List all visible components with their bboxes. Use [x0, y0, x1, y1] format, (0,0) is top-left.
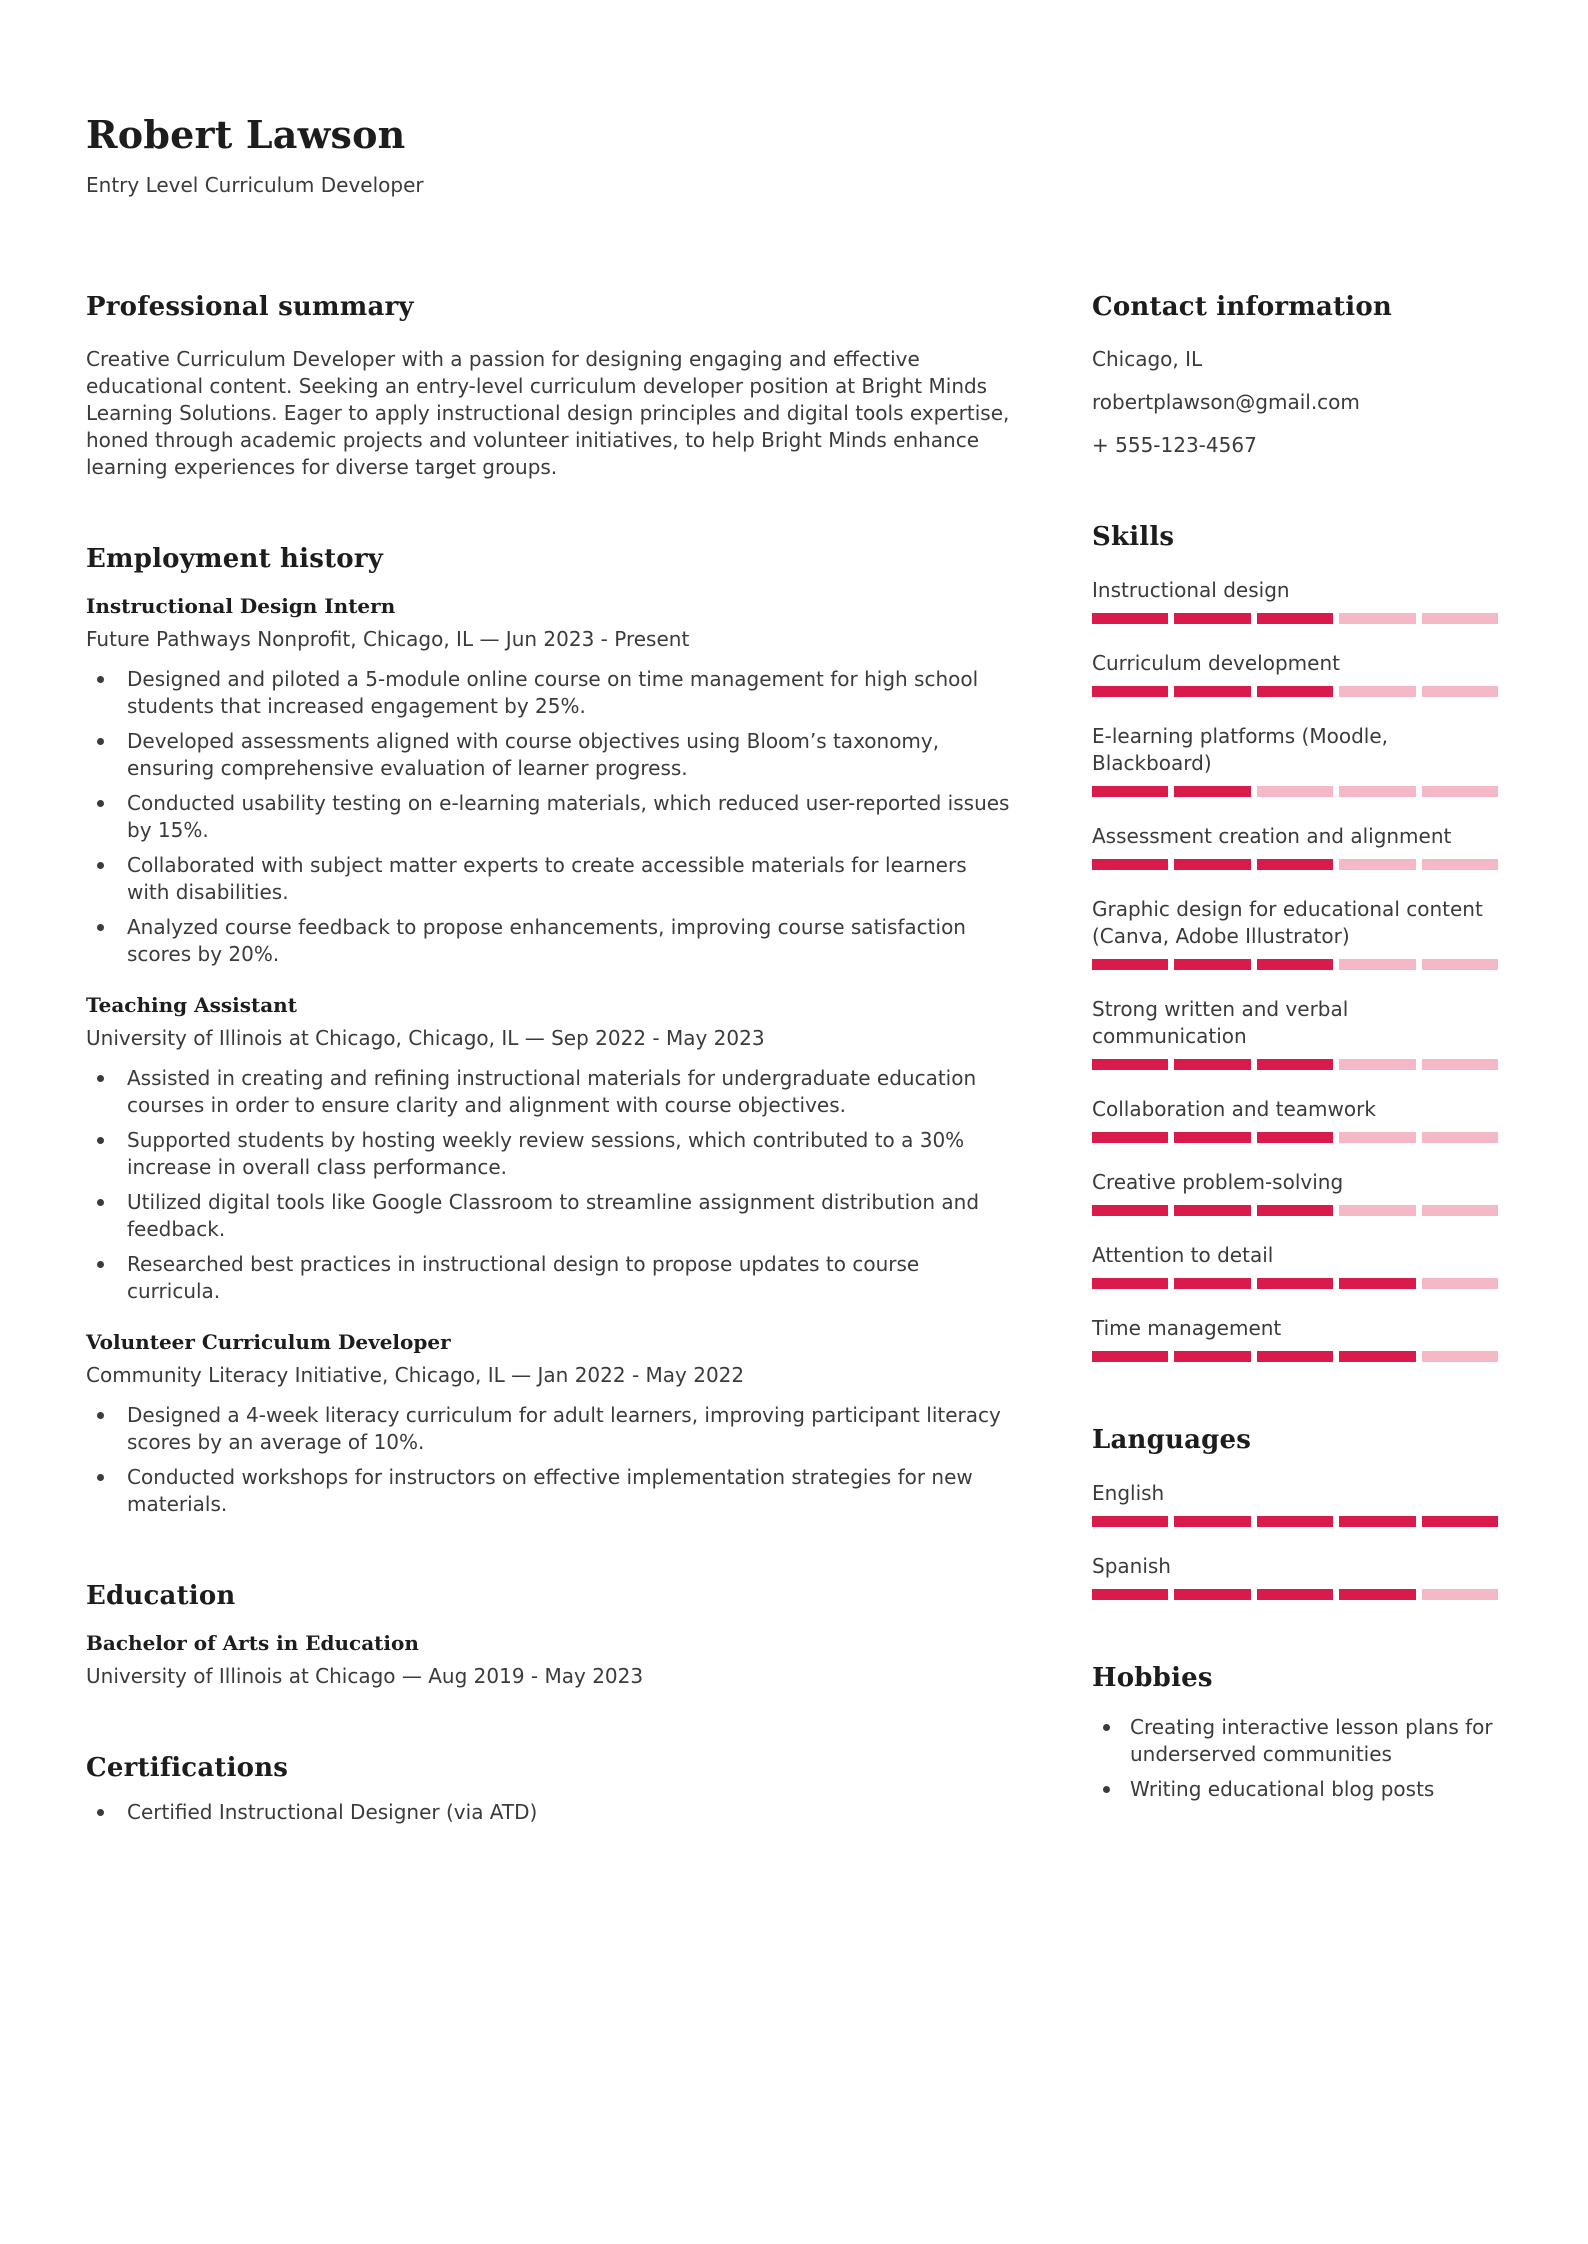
bar-segment	[1339, 1351, 1415, 1362]
job-bullet: Assisted in creating and refining instructional materials for undergraduate education courses in order to ensure clarity and alignment with course objectives.	[86, 1065, 1012, 1119]
bar-segment	[1174, 959, 1250, 970]
left-column	[86, 291, 1012, 1834]
contact-list	[1092, 346, 1498, 459]
bar-segment	[1422, 959, 1498, 970]
contact-item: Chicago, IL	[1092, 347, 1203, 372]
skill-item-level-bar	[1092, 686, 1498, 697]
right-column	[1092, 291, 1498, 1834]
bar-segment	[1174, 786, 1250, 797]
language-item	[1092, 1553, 1498, 1600]
bar-segment	[1174, 1351, 1250, 1362]
job-meta: Community Literacy Initiative, Chicago, IL — Jan 2022 - May 2022	[86, 1363, 745, 1388]
job-bullet: Collaborated with subject matter experts to create accessible materials for learners with disabilities.	[86, 852, 1012, 906]
bar-segment	[1257, 859, 1333, 870]
skill-item-level-bar	[1092, 1059, 1498, 1070]
skill-item-level-bar	[1092, 786, 1498, 797]
bar-segment	[1257, 1516, 1333, 1527]
bar-segment	[1257, 1589, 1333, 1600]
skill-item-label: Strong written and verbal communication	[1092, 997, 1349, 1049]
bar-segment	[1174, 859, 1250, 870]
skill-item-level-bar	[1092, 1278, 1498, 1289]
certification-list	[86, 1799, 1012, 1826]
section-employment-history	[86, 543, 1012, 1518]
contact-item: + 555-123-4567	[1092, 433, 1257, 458]
bar-segment	[1339, 686, 1415, 697]
bar-segment	[1422, 1132, 1498, 1143]
bar-segment	[1257, 1059, 1333, 1070]
education-meta: University of Illinois at Chicago — Aug 2019 - May 2023	[86, 1663, 644, 1688]
skill-item	[1092, 1169, 1498, 1216]
hobby-item: Writing educational blog posts	[1092, 1776, 1498, 1803]
job-list	[86, 593, 1012, 1518]
bar-segment	[1339, 1059, 1415, 1070]
job-entry	[86, 992, 1012, 1305]
language-item-level-bar	[1092, 1589, 1498, 1600]
bar-segment	[1174, 1516, 1250, 1527]
skill-item-label: Assessment creation and alignment	[1092, 824, 1452, 849]
job-title: Volunteer Curriculum Developer	[86, 1330, 451, 1355]
bar-segment	[1422, 1205, 1498, 1216]
job-bullet-list	[86, 1402, 1012, 1518]
bar-segment	[1092, 686, 1168, 697]
education-heading: Education	[86, 1581, 236, 1612]
skill-list	[1092, 577, 1498, 1362]
employment-history-heading: Employment history	[86, 544, 384, 575]
skill-item	[1092, 1096, 1498, 1143]
bar-segment	[1422, 1516, 1498, 1527]
skill-item	[1092, 723, 1498, 797]
job-bullet: Designed a 4-week literacy curriculum for adult learners, improving participant literacy scores by an average of 10%.	[86, 1402, 1012, 1456]
job-title: Teaching Assistant	[86, 993, 297, 1018]
skill-item-level-bar	[1092, 859, 1498, 870]
bar-segment	[1257, 613, 1333, 624]
degree-title: Bachelor of Arts in Education	[86, 1630, 419, 1655]
education-entry	[86, 1630, 1012, 1690]
bar-segment	[1092, 1516, 1168, 1527]
contact-item: robertplawson@gmail.com	[1092, 390, 1360, 415]
skill-item	[1092, 1315, 1498, 1362]
hobby-item: Creating interactive lesson plans for underserved communities	[1092, 1714, 1498, 1768]
bar-segment	[1257, 1205, 1333, 1216]
skill-item-level-bar	[1092, 959, 1498, 970]
bar-segment	[1339, 786, 1415, 797]
bar-segment	[1092, 859, 1168, 870]
job-bullet: Designed and piloted a 5-module online course on time management for high school students that increased engagement by 25%.	[86, 666, 1012, 720]
section-contact-information	[1092, 291, 1498, 460]
bar-segment	[1422, 786, 1498, 797]
skill-item-label: E-learning platforms (Moodle, Blackboard)	[1092, 724, 1389, 776]
bar-segment	[1092, 786, 1168, 797]
job-bullet: Researched best practices in instructional design to propose updates to course curricula.	[86, 1251, 1012, 1305]
job-bullet: Conducted usability testing on e-learning materials, which reduced user-reported issues by 15%.	[86, 790, 1012, 844]
skill-item-label: Attention to detail	[1092, 1243, 1274, 1268]
section-professional-summary	[86, 291, 1012, 482]
job-meta: Future Pathways Nonprofit, Chicago, IL — Jun 2023 - Present	[86, 627, 690, 652]
bar-segment	[1092, 1589, 1168, 1600]
bar-segment	[1257, 686, 1333, 697]
skill-item	[1092, 996, 1498, 1070]
bar-segment	[1422, 1351, 1498, 1362]
language-item-label: Spanish	[1092, 1553, 1171, 1578]
bar-segment	[1092, 613, 1168, 624]
skill-item	[1092, 577, 1498, 624]
skill-item	[1092, 650, 1498, 697]
bar-segment	[1339, 1516, 1415, 1527]
section-certifications	[86, 1752, 1012, 1826]
skill-item-label: Graphic design for educational content (Canva, Adobe Illustrator)	[1092, 897, 1483, 949]
bar-segment	[1422, 1059, 1498, 1070]
certifications-heading: Certifications	[86, 1752, 289, 1783]
job-bullet: Conducted workshops for instructors on effective implementation strategies for new materials.	[86, 1464, 1012, 1518]
resume-columns	[86, 291, 1498, 1834]
bar-segment	[1339, 613, 1415, 624]
bar-segment	[1174, 1205, 1250, 1216]
job-bullet: Utilized digital tools like Google Classroom to streamline assignment distribution and feedback.	[86, 1189, 1012, 1243]
bar-segment	[1422, 1589, 1498, 1600]
skill-item-level-bar	[1092, 1132, 1498, 1143]
skill-item-label: Time management	[1092, 1316, 1282, 1341]
bar-segment	[1339, 1278, 1415, 1289]
bar-segment	[1174, 686, 1250, 697]
section-education	[86, 1580, 1012, 1690]
candidate-headline: Entry Level Curriculum Developer	[86, 172, 424, 197]
job-title: Instructional Design Intern	[86, 594, 396, 619]
contact-information-heading: Contact information	[1092, 291, 1392, 322]
bar-segment	[1257, 1351, 1333, 1362]
section-skills	[1092, 521, 1498, 1362]
bar-segment	[1257, 786, 1333, 797]
bar-segment	[1092, 1132, 1168, 1143]
certification-item: Certified Instructional Designer (via ATD)	[86, 1799, 1012, 1826]
job-entry	[86, 593, 1012, 968]
skills-heading: Skills	[1092, 522, 1175, 553]
bar-segment	[1257, 1278, 1333, 1289]
bar-segment	[1339, 859, 1415, 870]
professional-summary-heading: Professional summary	[86, 291, 414, 322]
languages-heading: Languages	[1092, 1425, 1252, 1456]
bar-segment	[1422, 613, 1498, 624]
bar-segment	[1257, 1132, 1333, 1143]
bar-segment	[1174, 1278, 1250, 1289]
job-meta: University of Illinois at Chicago, Chicago, IL — Sep 2022 - May 2023	[86, 1026, 765, 1051]
skill-item	[1092, 823, 1498, 870]
bar-segment	[1339, 1132, 1415, 1143]
bar-segment	[1174, 1132, 1250, 1143]
skill-item	[1092, 896, 1498, 970]
bar-segment	[1174, 613, 1250, 624]
skill-item-label: Curriculum development	[1092, 651, 1340, 676]
bar-segment	[1092, 1059, 1168, 1070]
bar-segment	[1422, 1278, 1498, 1289]
skill-item-label: Instructional design	[1092, 578, 1290, 603]
hobby-list	[1092, 1714, 1498, 1803]
skill-item-level-bar	[1092, 1351, 1498, 1362]
job-entry	[86, 1329, 1012, 1518]
job-bullet-list	[86, 1065, 1012, 1305]
skill-item-label: Creative problem-solving	[1092, 1170, 1344, 1195]
section-hobbies	[1092, 1662, 1498, 1803]
skill-item	[1092, 1242, 1498, 1289]
bar-segment	[1257, 959, 1333, 970]
skill-item-label: Collaboration and teamwork	[1092, 1097, 1376, 1122]
bar-segment	[1339, 1589, 1415, 1600]
language-item-level-bar	[1092, 1516, 1498, 1527]
bar-segment	[1092, 1205, 1168, 1216]
professional-summary-text: Creative Curriculum Developer with a passion for designing engaging and effective educational content. Seeking an entry-level curriculum developer position at Bright Minds Learning Solutions. Eager to apply instructional design principles and digital tools expertise, honed through academic projects and volunteer initiatives, to help Bright Minds enhance learning experiences for diverse target groups.	[86, 347, 1010, 480]
bar-segment	[1339, 959, 1415, 970]
language-item	[1092, 1480, 1498, 1527]
job-bullet-list	[86, 666, 1012, 968]
bar-segment	[1422, 686, 1498, 697]
language-list	[1092, 1480, 1498, 1600]
bar-segment	[1339, 1205, 1415, 1216]
bar-segment	[1174, 1059, 1250, 1070]
candidate-name: Robert Lawson	[86, 112, 406, 157]
hobbies-heading: Hobbies	[1092, 1662, 1213, 1693]
bar-segment	[1092, 1351, 1168, 1362]
bar-segment	[1174, 1589, 1250, 1600]
job-bullet: Supported students by hosting weekly review sessions, which contributed to a 30% increase in overall class performance.	[86, 1127, 1012, 1181]
language-item-label: English	[1092, 1480, 1165, 1505]
bar-segment	[1092, 959, 1168, 970]
job-bullet: Analyzed course feedback to propose enhancements, improving course satisfaction scores by 20%.	[86, 914, 1012, 968]
bar-segment	[1092, 1278, 1168, 1289]
skill-item-level-bar	[1092, 1205, 1498, 1216]
bar-segment	[1422, 859, 1498, 870]
section-languages	[1092, 1424, 1498, 1600]
skill-item-level-bar	[1092, 613, 1498, 624]
job-bullet: Developed assessments aligned with course objectives using Bloom’s taxonomy, ensuring comprehensive evaluation of learner progress.	[86, 728, 1012, 782]
